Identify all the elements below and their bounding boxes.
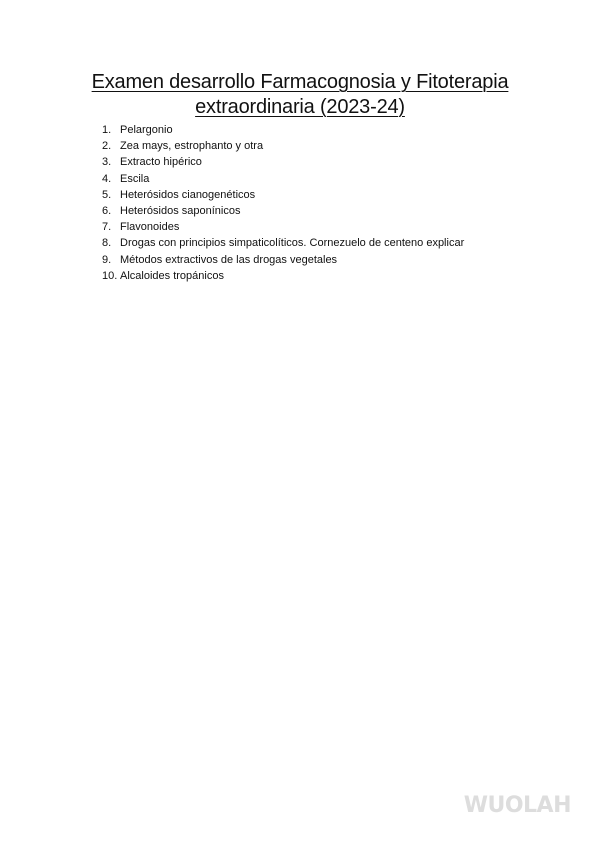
item-number: 10. bbox=[102, 269, 118, 282]
question-list bbox=[102, 122, 464, 284]
item-number: 1. bbox=[102, 124, 112, 136]
document-title bbox=[60, 70, 540, 120]
item-number: 3. bbox=[102, 156, 112, 169]
item-number: 5. bbox=[102, 188, 112, 201]
item-number: 6. bbox=[102, 205, 112, 218]
item-text: Heterósidos saponínicos bbox=[120, 205, 241, 218]
list-item bbox=[102, 154, 464, 170]
item-number: 7. bbox=[102, 221, 112, 234]
item-text: Métodos extractivos de las drogas vegetales bbox=[120, 253, 338, 266]
item-text: Alcaloides tropánicos bbox=[120, 269, 224, 282]
title-line-2: extraordinaria (2023-24) bbox=[195, 96, 405, 118]
list-item bbox=[102, 235, 464, 251]
list-item bbox=[102, 122, 464, 138]
list-item bbox=[102, 203, 464, 219]
list-item bbox=[102, 171, 464, 187]
item-text: Escila bbox=[120, 172, 150, 185]
item-text: Flavonoides bbox=[120, 221, 180, 234]
item-text: Heterósidos cianogenéticos bbox=[120, 188, 256, 201]
item-number: 9. bbox=[102, 253, 112, 266]
watermark-logo: WUOLAH bbox=[463, 793, 571, 818]
item-text: Extracto hipérico bbox=[120, 156, 202, 169]
item-number: 4. bbox=[102, 172, 112, 185]
list-item bbox=[102, 268, 464, 284]
item-number: 8. bbox=[102, 237, 112, 250]
list-item bbox=[102, 252, 464, 268]
list-item bbox=[102, 138, 464, 154]
title-line-1: Examen desarrollo Farmacognosia y Fitoterapia bbox=[91, 71, 509, 93]
item-text: Pelargonio bbox=[120, 124, 173, 136]
item-text: Drogas con principios simpaticolíticos. Cornezuelo de centeno explicar bbox=[120, 237, 465, 250]
item-number: 2. bbox=[102, 140, 112, 153]
list-item bbox=[102, 219, 464, 235]
list-item bbox=[102, 187, 464, 203]
item-text: Zea mays, estrophanto y otra bbox=[120, 140, 264, 153]
